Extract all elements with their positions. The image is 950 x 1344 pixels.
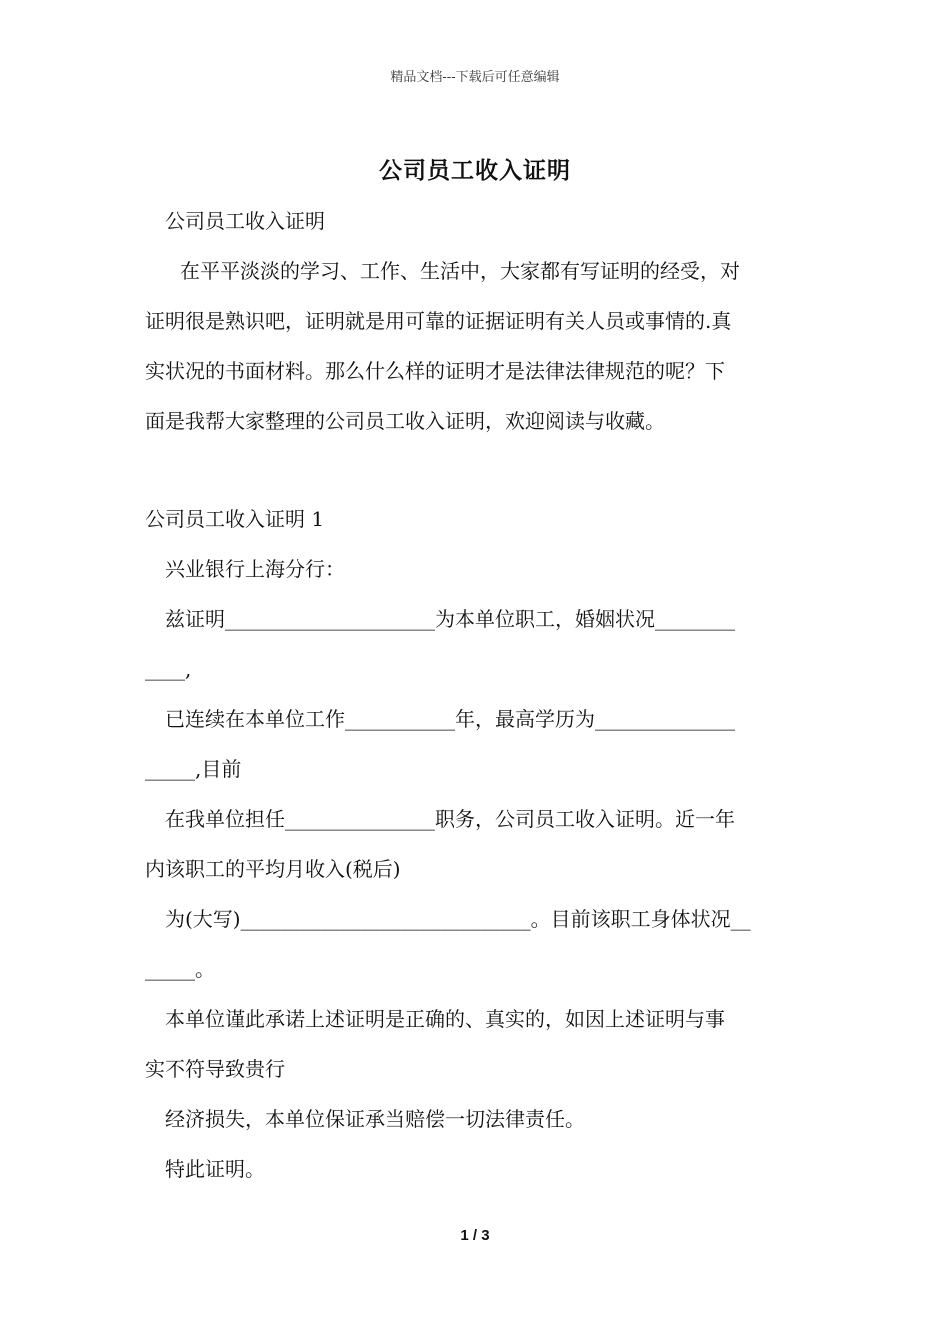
section-heading: 公司员工收入证明 1 [145,507,325,531]
body-line-3: 已连续在本单位工作___________年，最高学历为______________ [165,707,735,731]
body-line-7: 为(大写)_____________________________。目前该职工身体状况__ [165,907,751,931]
body-line-1: 兹证明_____________________为本单位职工，婚姻状况________ [165,607,735,631]
body-line-12: 特此证明。 [165,1157,265,1181]
addressee: 兴业银行上海分行： [165,557,345,581]
intro-line-1: 在平平淡淡的学习、工作、生活中，大家都有写证明的经受，对 [180,259,740,283]
intro-line-4: 面是我帮大家整理的公司员工收入证明，欢迎阅读与收藏。 [145,409,665,433]
body-line-4: _____,目前 [145,757,242,781]
body-line-8: _____。 [145,957,215,981]
body-line-10: 实不符导致贵行 [145,1057,285,1081]
page-number: 1 / 3 [460,1227,490,1244]
body-line-5: 在我单位担任_______________职务，公司员工收入证明。近一年 [165,807,735,831]
body-line-2: ____, [145,657,192,681]
body-line-11: 经济损失，本单位保证承当赔偿一切法律责任。 [165,1107,585,1131]
document-subtitle: 公司员工收入证明 [165,209,325,233]
body-line-6: 内该职工的平均月收入(税后) [145,857,401,881]
intro-line-3: 实状况的书面材料。那么什么样的证明才是法律法律规范的呢？下 [145,359,725,383]
document-title: 公司员工收入证明 [379,157,571,184]
intro-line-2: 证明很是熟识吧，证明就是用可靠的证据证明有关人员或事情的.真 [145,309,732,333]
header-note: 精品文档---下载后可任意编辑 [390,70,560,85]
body-line-9: 本单位谨此承诺上述证明是正确的、真实的，如因上述证明与事 [165,1007,725,1031]
